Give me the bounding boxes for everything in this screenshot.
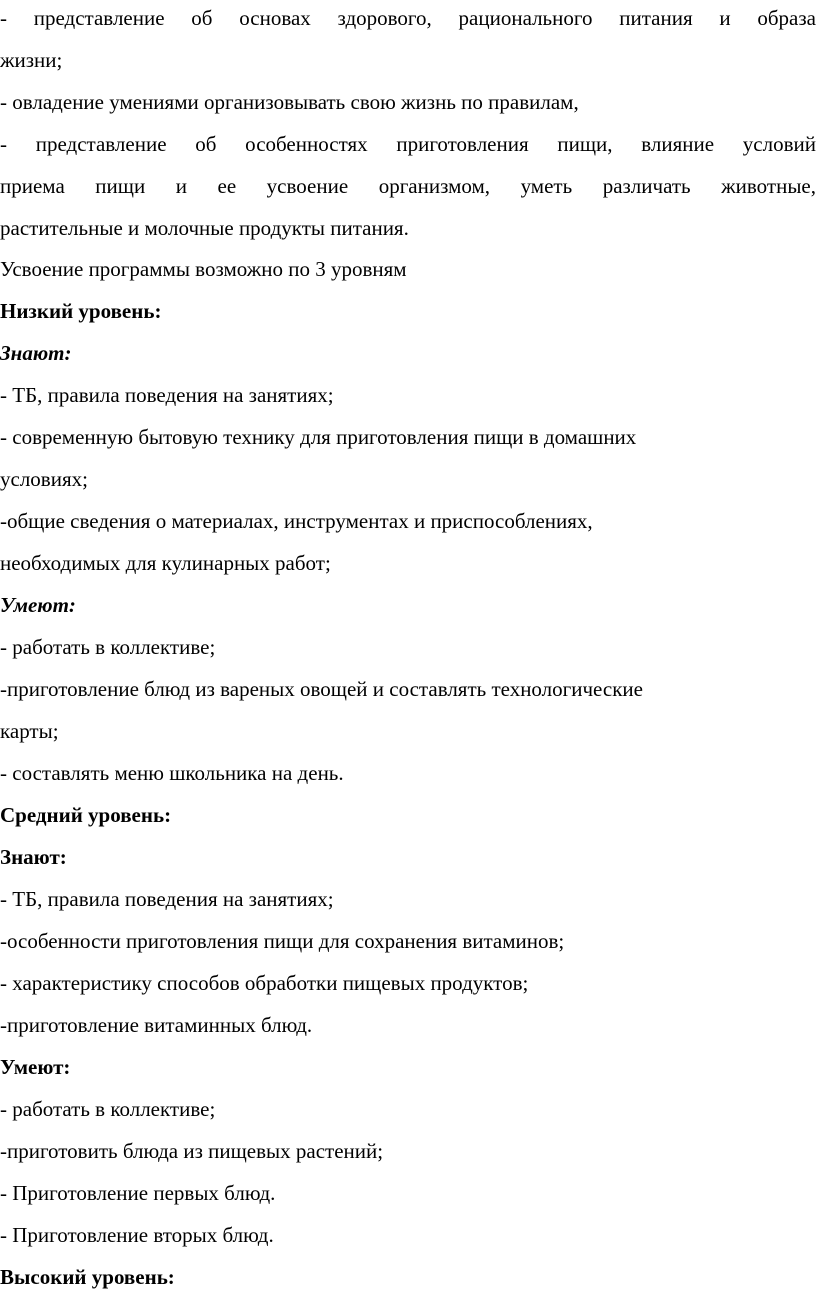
subheading-know: Знают: xyxy=(0,341,72,365)
text-line: - современную бытовую технику для приготовления пищи в домашних xyxy=(0,425,637,449)
text-line: -приготовление блюд из вареных овощей и составлять технологические xyxy=(0,677,643,701)
text-line: - ТБ, правила поведения на занятиях; xyxy=(0,887,334,911)
text-line: - представление об особенностях приготовления пищи, влияние условий xyxy=(0,132,816,156)
text-line: -особенности приготовления пищи для сохранения витаминов; xyxy=(0,929,565,953)
text-line: -приготовление витаминных блюд. xyxy=(0,1013,313,1037)
text-line: необходимых для кулинарных работ; xyxy=(0,551,331,575)
text-line: - работать в коллективе; xyxy=(0,1097,216,1121)
section-heading-low-level: Низкий уровень: xyxy=(0,299,162,323)
text-line: - работать в коллективе; xyxy=(0,635,216,659)
subheading-know: Знают: xyxy=(0,845,67,869)
text-line: - овладение умениями организовывать свою жизнь по правилам, xyxy=(0,90,579,114)
text-line: - Приготовление первых блюд. xyxy=(0,1181,276,1205)
text-line: -общие сведения о материалах, инструментах и приспособлениях, xyxy=(0,509,593,533)
text-line: приема пищи и ее усвоение организмом, уметь различать животные, xyxy=(0,174,816,198)
subheading-can: Умеют: xyxy=(0,593,76,617)
text-line: карты; xyxy=(0,719,59,743)
section-heading-middle-level: Средний уровень: xyxy=(0,803,172,827)
text-line: - составлять меню школьника на день. xyxy=(0,761,344,785)
text-line: - Приготовление вторых блюд. xyxy=(0,1223,274,1247)
section-heading-high-level: Высокий уровень: xyxy=(0,1265,175,1289)
text-line: - характеристику способов обработки пищевых продуктов; xyxy=(0,971,529,995)
text-line: Усвоение программы возможно по 3 уровням xyxy=(0,257,407,281)
text-line: условиях; xyxy=(0,467,88,491)
subheading-can: Умеют: xyxy=(0,1055,71,1079)
text-line: - ТБ, правила поведения на занятиях; xyxy=(0,383,334,407)
text-line: -приготовить блюда из пищевых растений; xyxy=(0,1139,384,1163)
text-line: растительные и молочные продукты питания. xyxy=(0,216,409,240)
text-line: жизни; xyxy=(0,48,63,72)
text-line: - представление об основах здорового, рационального питания и образа xyxy=(0,6,816,30)
